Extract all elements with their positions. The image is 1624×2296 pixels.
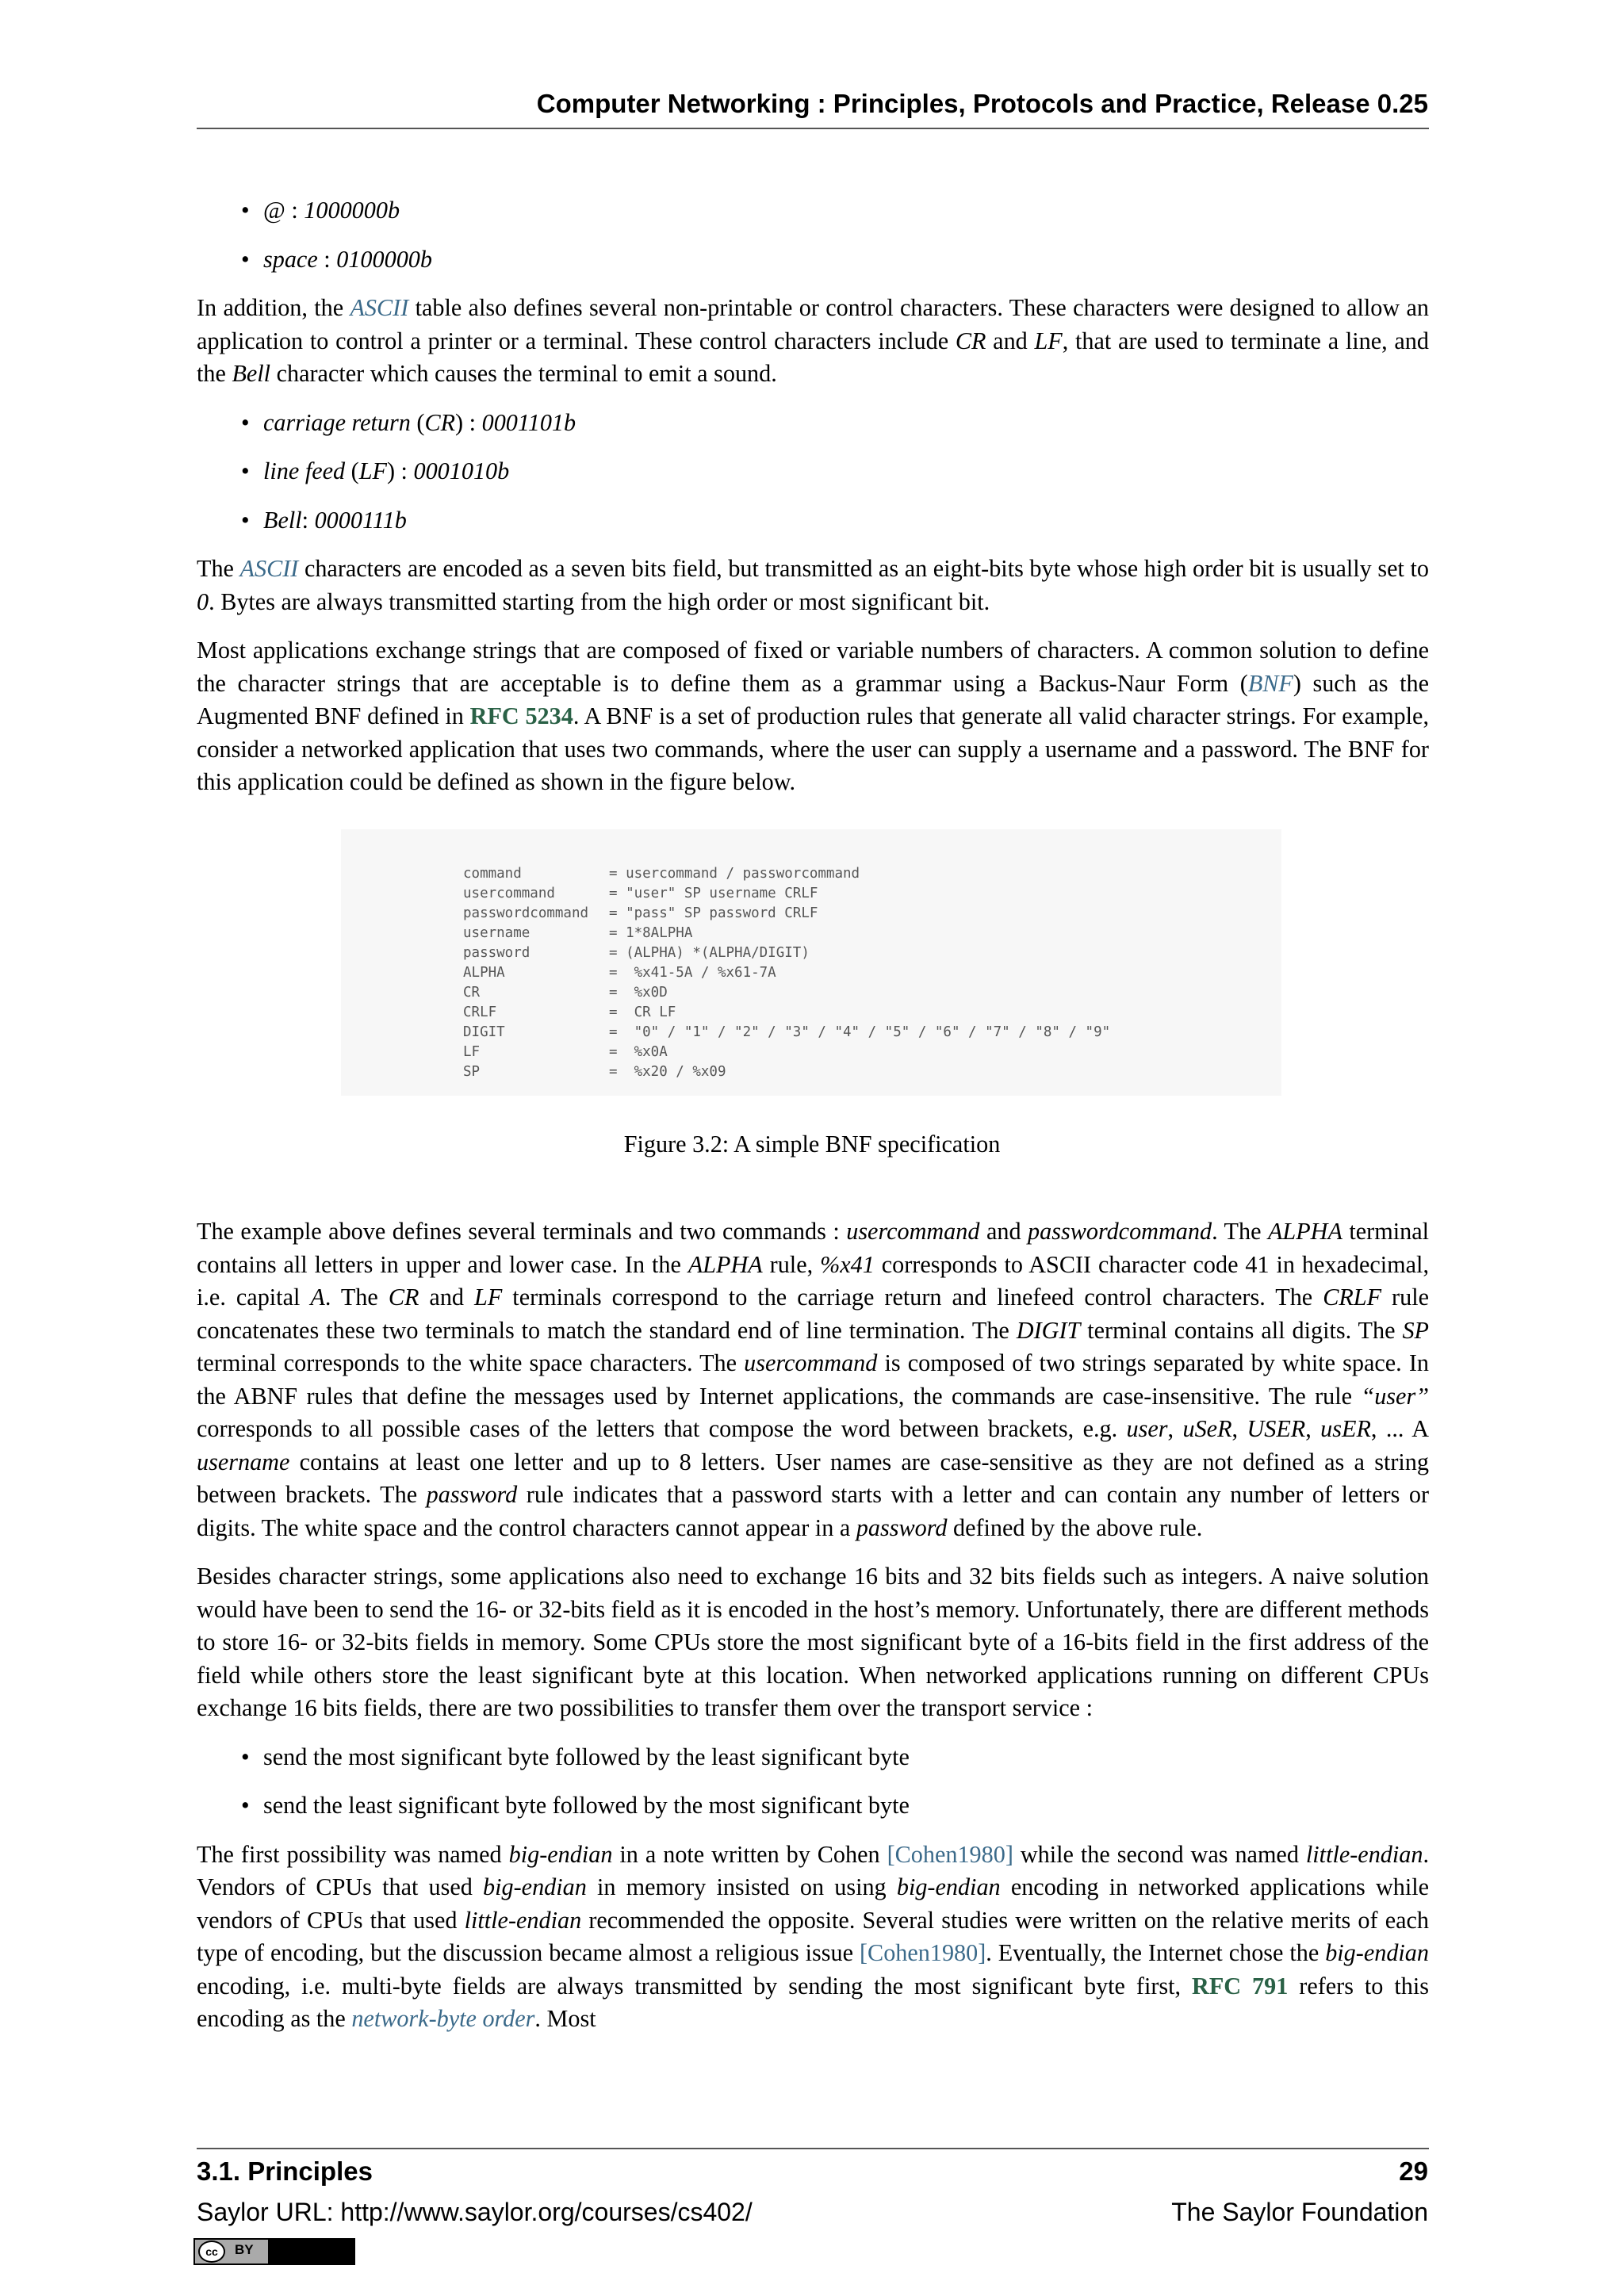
body-text-top: [197, 194, 1429, 815]
bnf-rule: ALPHA = %x41-5A / %x61-7A: [463, 965, 776, 981]
byte-order-options-list: [197, 1741, 1429, 1823]
bnf-rule: username = 1*8ALPHA: [463, 925, 693, 941]
cc-logo: [195, 2240, 270, 2263]
bnf-rule: command = usercommand / passworcommand: [463, 866, 860, 882]
footer-rule: [197, 2148, 1429, 2149]
bnf-rule: SP = %x20 / %x09: [463, 1064, 726, 1080]
ascii-link[interactable]: ASCII: [239, 555, 299, 582]
footer-section-title: 3.1. Principles: [197, 2156, 373, 2186]
bnf-rule: CR = %x0D: [463, 985, 668, 1001]
list-item: • send the most significant byte followed by the least significant byte: [197, 1741, 1429, 1774]
saylor-url: Saylor URL: http://www.saylor.org/courses/cs402/: [197, 2198, 753, 2226]
citation-link[interactable]: [Cohen1980]: [887, 1840, 1013, 1868]
bnf-rule: password = (ALPHA) *(ALPHA/DIGIT): [463, 945, 810, 961]
bnf-rule: usercommand = "user" SP username CRLF: [463, 886, 818, 901]
ascii-link[interactable]: ASCII: [350, 294, 409, 321]
network-byte-order-link[interactable]: network-byte order: [351, 2005, 535, 2032]
list-item: • carriage return (CR) : 0001101b: [197, 407, 1429, 440]
saylor-foundation: The Saylor Foundation: [1171, 2198, 1428, 2226]
list-item: • space : 0100000b: [197, 243, 1429, 277]
bnf-rule: CRLF = CR LF: [463, 1004, 676, 1020]
list-item: • line feed (LF) : 0001010b: [197, 455, 1429, 488]
running-header: Computer Networking : Principles, Protocols and Practice, Release 0.25: [536, 89, 1428, 118]
body-text-bottom: [197, 1215, 1429, 2052]
char-code-list-b: [197, 407, 1429, 538]
paragraph-bnf-explanation: The example above defines several terminals and two commands : usercommand and passwordcommand. The ALPHA terminal contains all letters in upper and lower case. In the ALPHA rule, %x41 corresponds to ASCII character code 41 in hexadecimal, i.e. capital A. The CR and LF terminals correspond to the carriage return and linefeed control characters. The CRLF rule concatenates these two terminals to match the standard end of line termination. The DIGIT terminal contains all digits. The SP terminal corresponds to the white space characters. The usercommand is composed of two strings separated by white space. In the ABNF rules that define the messages used by Internet applications, the commands are case-insensitive. The rule “user” corresponds to all possible cases of the letters that compose the word between brackets, e.g. user, uSeR, USER, usER, ... A username contains at least one letter and up to 8 letters. User names are case-sensitive as they are not defined as a string between brackets. The password rule indicates that a password starts with a letter and can contain any number of letters or digits. The white space and the control characters cannot appear in a password defined by the above rule.: [197, 1218, 1430, 1541]
list-item: • send the least significant byte followed by the most significant byte: [197, 1789, 1429, 1823]
header-rule: [197, 128, 1429, 129]
paragraph-bnf-intro: Most applications exchange strings that are composed of fixed or variable numbers of characters. A common solution to define the character strings that are acceptable is to define them as a grammar using a Backus-Naur Form (BNF) such as the Augmented BNF defined in RFC 5234. A BNF is a set of production rules that generate all valid character strings. For example, consider a networked application that uses two commands, where the user can supply a username and a password. The BNF for this application could be defined as shown in the figure below.: [197, 637, 1429, 795]
rfc-5234-link[interactable]: RFC 5234: [469, 702, 573, 729]
citation-link[interactable]: [Cohen1980]: [860, 1939, 986, 1966]
page-number: 29: [1399, 2156, 1428, 2186]
cc-by-label: BY: [235, 2242, 254, 2257]
paragraph-byte-order: Besides character strings, some applications also need to exchange 16 bits and 32 bits fields such as integers. A naive solution would have been to send the 16- or 32-bits field as it is encoded in the host’s memory. Unfortunately, there are different methods to store 16- or 32-bits fields in memory. Some CPUs store the most significant byte of a 16-bits field in the first address of the field while others store the least significant byte at this location. When networked applications running on different CPUs exchange 16 bits fields, there are two possibilities to transfer them over the transport service :: [197, 1563, 1429, 1721]
bnf-specification: [463, 864, 1110, 1082]
figure-caption: Figure 3.2: A simple BNF specification: [623, 1131, 1001, 1158]
bnf-rule: LF = %x0A: [463, 1044, 668, 1060]
paragraph-endianness: The first possibility was named big-endian in a note written by Cohen [Cohen1980] while the second was named little-endian. Vendors of CPUs that used big-endian in memory insisted on using big-endian encoding in networked applications while vendors of CPUs that used little-endian recommended the opposite. Several studies were written on the relative merits of each type of encoding, but the discussion became almost a religious issue [Cohen1980]. Eventually, the Internet chose the big-endian encoding, i.e. multi-byte fields are always transmitted by sending the most significant byte first, RFC 791 refers to this encoding as the network-byte order. Most: [197, 1840, 1430, 2032]
bnf-rule: DIGIT = "0" / "1" / "2" / "3" / "4" / "5" / "6" / "7" / "8" / "9": [463, 1024, 1111, 1040]
paragraph-ascii-encoding: The ASCII characters are encoded as a seven bits field, but transmitted as an eight-bits byte whose high order bit is usually set to 0. Bytes are always transmitted starting from the high order or most significant bit.: [197, 555, 1429, 615]
bnf-rule: passwordcommand = "pass" SP password CRLF: [463, 905, 818, 921]
paragraph-control-characters: In addition, the ASCII table also defines several non-printable or control characters. These characters were designed to allow an application to control a printer or a terminal. These control characters include CR and LF, that are used to terminate a line, and the Bell character which causes the terminal to emit a sound.: [197, 294, 1429, 387]
list-item: • @ : 1000000b: [197, 194, 1429, 228]
rfc-791-link[interactable]: RFC 791: [1192, 1972, 1289, 1999]
char-code-list-a: [197, 194, 1429, 276]
cc-icon: cc: [198, 2241, 225, 2263]
bnf-link[interactable]: BNF: [1247, 669, 1293, 697]
list-item: • Bell: 0000111b: [197, 504, 1429, 538]
cc-by-license-badge[interactable]: [193, 2238, 355, 2265]
